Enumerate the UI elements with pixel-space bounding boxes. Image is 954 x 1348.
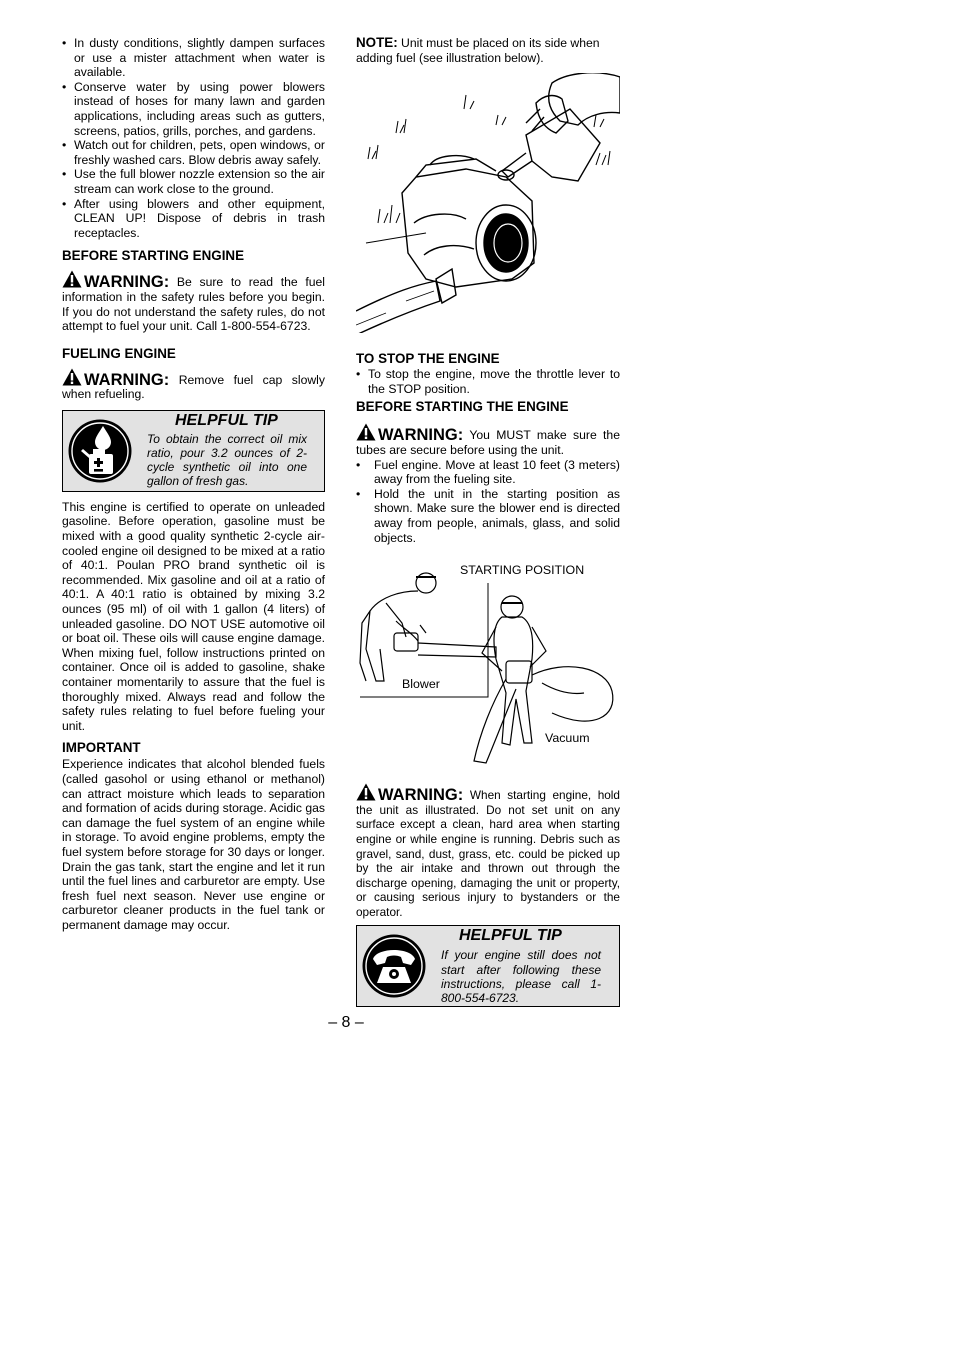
warning-label: WARNING: (84, 370, 170, 389)
stop-bullet-list (356, 367, 620, 396)
warning-triangle-icon (62, 368, 82, 386)
warning-block (356, 423, 620, 457)
warning-block (356, 783, 620, 919)
page-number: – 8 – (328, 1014, 364, 1031)
helpful-tip-text: To obtain the correct oil mix ratio, pour 3.2 ounces of 2-cycle synthetic oil into one gallon of fresh gas. (147, 431, 307, 489)
fueling-illustration (356, 73, 620, 333)
note-label: NOTE: (356, 35, 398, 50)
before-starting-the-engine-heading: BEFORE STARTING THE ENGINE (356, 399, 569, 415)
start-bullet-list (356, 458, 620, 546)
list-item: • After using blowers and other equipment, CLEAN UP! Dispose of debris in trash receptacles. (62, 197, 325, 241)
note-block (356, 36, 620, 65)
list-item: • Watch out for children, pets, open windows, or freshly washed cars. Blow debris away safely. (62, 138, 325, 167)
telephone-icon (361, 933, 427, 999)
warning-text: Be sure to read the fuel information in the safety rules before you begin. If you do not understand the safety rules, do not attempt to fuel your unit. Call 1-800-554-6723. (62, 275, 325, 334)
important-paragraph: Experience indicates that alcohol blended fuels (called gasohol or using ethanol or methanol) can attract moisture which leads to separation and formation of acids during storage. Acidic gas can damage the fuel system of an engine while in storage. To avoid engine problems, empty the fuel system before storage for 30 days or longer. Drain the gas tank, start the engine and let it run until the fuel lines and carburetor are empty. Use fresh fuel next season. Never use engine or carburetor cleaner products in the fuel tank or permanent damage may occur. (62, 757, 325, 932)
warning-triangle-icon (62, 270, 82, 288)
right-column (356, 36, 620, 1015)
warning-block (62, 270, 325, 333)
list-item: • Hold the unit in the starting position as shown. Make sure the blower end is directed away from people, animals, glass, and solid objects. (356, 487, 620, 545)
helpful-tip-title: HELPFUL TIP (175, 411, 278, 429)
important-heading: IMPORTANT (62, 740, 141, 756)
warning-triangle-icon (356, 783, 376, 801)
warning-block (62, 368, 325, 402)
vacuum-caption: Vacuum (545, 731, 590, 746)
fuel-paragraph: This engine is certified to operate on unleaded gasoline. Before operation, gasoline must be mixed with a good quality synthetic 2-cycle air-cooled engine oil designed to be mixed at a ratio of 40:1. Poulan PRO brand synthetic oil is recommended. Mix gasoline and oil at a ratio of 40:1. A 40:1 ratio is obtained by mixing 3.2 ounces (95 ml) of oil with 1 gallon (4 liters) of unleaded gasoline. DO NOT USE automotive oil or boat oil. These oils will cause engine damage. When mixing fuel, follow instructions printed on container. Once oil is added to gasoline, shake container momentarily to assure that the fuel is thoroughly mixed. Always read and follow the safety rules relating to fuel before fueling your unit. (62, 499, 325, 733)
fueling-engine-heading: FUELING ENGINE (62, 345, 176, 361)
warning-text: When starting engine, hold the unit as illustrated. Do not set unit on any surface except a clean, hard area when starting engine or while engine is running. Debris such as gravel, sand, dust, grass, etc. could be picked up by the air intake and thrown out through the discharge opening, damaging the unit or property, or causing serious injury to bystanders or the operator. (356, 788, 620, 919)
starting-position-caption: STARTING POSITION (460, 563, 585, 578)
tips-bullet-list (62, 36, 325, 240)
warning-label: WARNING: (84, 273, 170, 292)
helpful-tip-text: If your engine still does not start after following these instructions, please call 1-800-554-6723. (441, 948, 601, 1006)
starting-position-figure (356, 563, 620, 769)
helpful-tip-box (62, 410, 325, 492)
warning-label: WARNING: (378, 426, 464, 445)
list-item: • To stop the engine, move the throttle lever to the STOP position. (356, 367, 620, 396)
left-column (62, 36, 325, 933)
list-item: • Conserve water by using power blowers instead of hoses for many lawn and garden applications, including areas such as gutters, screens, patios, grills, porches, and gardens. (62, 80, 325, 138)
list-item: • Fuel engine. Move at least 10 feet (3 meters) away from the fueling site. (356, 458, 620, 487)
fuel-can-drop-icon (67, 418, 133, 484)
warning-triangle-icon (356, 423, 376, 441)
list-item: • In dusty conditions, slightly dampen surfaces or use a mister attachment when water is available. (62, 36, 325, 80)
helpful-tip-box (356, 925, 620, 1007)
warning-label: WARNING: (378, 786, 464, 805)
list-item: • Use the full blower nozzle extension so the air stream can work close to the ground. (62, 167, 325, 196)
blower-caption: Blower (402, 677, 440, 692)
helpful-tip-title: HELPFUL TIP (459, 927, 562, 945)
before-starting-engine-heading: BEFORE STARTING ENGINE (62, 248, 245, 264)
warning-text: You MUST make sure the tubes are secure before using the unit. (356, 428, 620, 457)
note-text: Unit must be placed on its side when adding fuel (see illustration below). (356, 36, 600, 65)
warning-text: Remove fuel cap slowly when refueling. (62, 372, 325, 402)
stop-engine-heading: TO STOP THE ENGINE (356, 351, 500, 367)
operator-figures (356, 563, 620, 769)
